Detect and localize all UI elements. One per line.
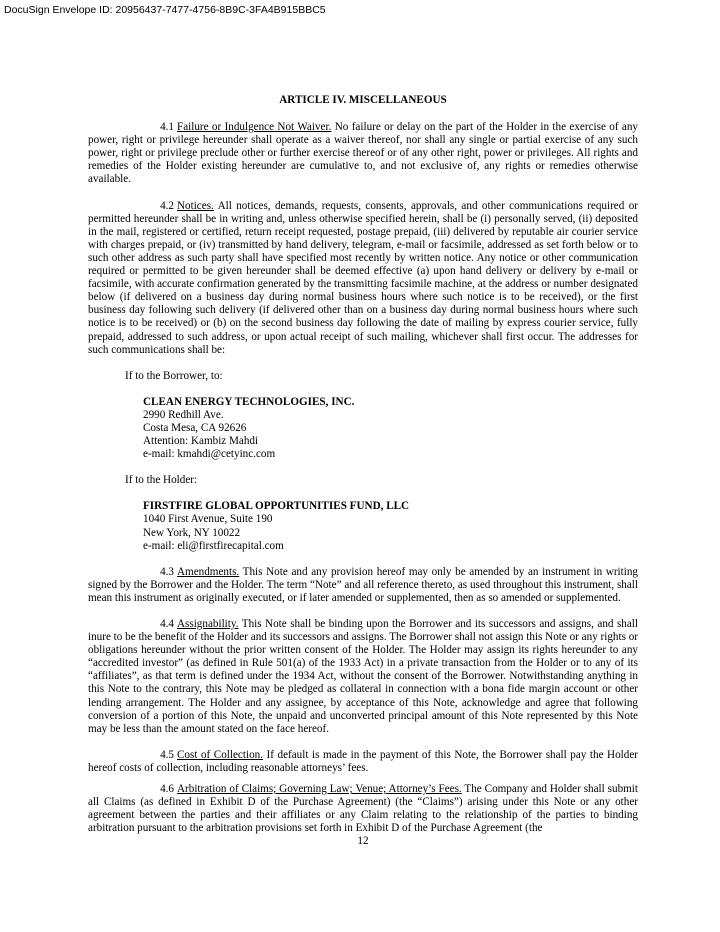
section-body: This Note shall be binding upon the Borrower and its successors and assigns, and shall inure to be the benefit of the Holder and its successors and assigns. The Borrower shall not assign this Note or any rights or obligations hereunder without the prior written consent of the Holder. The Holder may assign its rights hereunder to any “accredited investor” (as defined in Rule 501(a) of the 1933 Act) in a private transaction from the Holder or to any of its “affiliates”, as that term is defined under the 1934 Act, without the consent of the Borrower. Notwithstanding anything in this Note to the contrary, this Note may be pledged as collateral in connection with a bona fide margin account or other lending arrangement. The Holder and any assignee, by acceptance of this Note, acknowledge and agree that following conversion of a portion of this Note, the unpaid and unconverted principal amount of this Note represented by this Note may be less than the amount stated on the face hereof. (88, 618, 638, 735)
borrower-attention: Attention: Kambiz Mahdi (143, 435, 259, 448)
section-number: 4.1 (160, 121, 174, 134)
section-heading: Cost of Collection. (177, 748, 263, 761)
borrower-city: Costa Mesa, CA 92626 (143, 421, 247, 434)
section-heading: Arbitration of Claims; Governing Law; Venue; Attorney’s Fees. (177, 783, 462, 796)
section-4-4 (88, 618, 638, 736)
document-page (88, 94, 638, 849)
section-4-5 (88, 749, 638, 775)
section-4-1 (88, 121, 638, 186)
section-number: 4.3 (160, 565, 174, 578)
section-heading: Failure or Indulgence Not Waiver. (177, 121, 332, 134)
section-4-6 (88, 783, 638, 835)
holder-address-block (88, 500, 638, 552)
holder-name: FIRSTFIRE GLOBAL OPPORTUNITIES FUND, LLC (143, 500, 410, 513)
section-number: 4.5 (160, 748, 174, 761)
holder-email: e-mail: eli@firstfirecapital.com (143, 539, 284, 552)
section-heading: Notices. (177, 199, 214, 212)
section-number: 4.4 (160, 618, 174, 630)
section-body: All notices, demands, requests, consents, approvals, and other communications required or permitted hereunder shall be in writing and, unless otherwise specified herein, shall be (i) personally served, (ii) deposited in the mail, registered or certified, return receipt requested, postage prepaid, (iii) delivered by reputable air courier service with charges prepaid, or (iv) transmitted by hand delivery, telegram, e-mail or facsimile, addressed as set forth below or to such other address as such party shall have specified most recently by written notice. Any notice or other communication required or permitted to be given hereunder shall be deemed effective (a) upon hand delivery or delivery by e-mail or facsimile, with accurate confirmation generated by the transmitting facsimile machine, at the address or number designated below (if delivered on a business day during normal business hours where such notice is to be received), or the first business day following such delivery (if delivered other than on a business day during normal business hours where such notice is to be received) or (b) on the second business day following the date of mailing by express courier service, fully prepaid, addressed to such address, or upon actual receipt of such mailing, whichever shall first occur. The addresses for such communications shall be: (88, 199, 638, 356)
article-title: ARTICLE IV. MISCELLANEOUS (279, 94, 447, 106)
section-4-2 (88, 200, 638, 357)
section-body: This Note and any provision hereof may only be amended by an instrument in writing signed by the Borrower and the Holder. The term “Note” and all reference thereto, as used throughout this instrument, shall mean this instrument as originally executed, or if later amended or supplemented, then as so amended or supplemented. (88, 565, 638, 604)
holder-city: New York, NY 10022 (143, 526, 241, 539)
section-body: No failure or delay on the part of the Holder in the exercise of any power, right or privilege hereunder shall operate as a waiver thereof, nor shall any single or partial exercise of any such power, right or privilege preclude other or further exercise thereof or of any other right, power or privileges. All rights and remedies of the Holder existing hereunder are cumulative to, and not exclusive of, any rights or remedies otherwise available. (88, 121, 638, 186)
section-heading: Assignability. (177, 618, 239, 630)
borrower-street: 2990 Redhill Ave. (143, 408, 224, 421)
borrower-address-block (88, 396, 638, 461)
section-number: 4.6 (160, 783, 174, 796)
section-4-3 (88, 566, 638, 605)
borrower-intro: If to the Borrower, to: (125, 369, 223, 382)
section-body: If default is made in the payment of this Note, the Borrower shall pay the Holder hereof costs of collection, including reasonable attorneys’ fees. (88, 748, 638, 774)
section-body: The Company and Holder shall submit all Claims (as defined in Exhibit D of the Purchase Agreement) (the “Claims”) arising under this Note or any other agreement between the parties and their affiliates or any Claim relating to the relationship of the parties to binding arbitration pursuant to the arbitration provisions set forth in Exhibit D of the Purchase Agreement (the (88, 783, 638, 835)
section-heading: Amendments. (177, 565, 240, 578)
docusign-envelope-id: DocuSign Envelope ID: 20956437-7477-4756-8B9C-3FA4B915BBC5 (4, 4, 326, 16)
section-number: 4.2 (160, 199, 174, 212)
borrower-email: e-mail: kmahdi@cetyinc.com (143, 448, 276, 461)
borrower-name: CLEAN ENERGY TECHNOLOGIES, INC. (143, 395, 355, 408)
page-number: 12 (357, 835, 369, 848)
holder-intro: If to the Holder: (125, 474, 198, 487)
holder-street: 1040 First Avenue, Suite 190 (143, 513, 273, 526)
